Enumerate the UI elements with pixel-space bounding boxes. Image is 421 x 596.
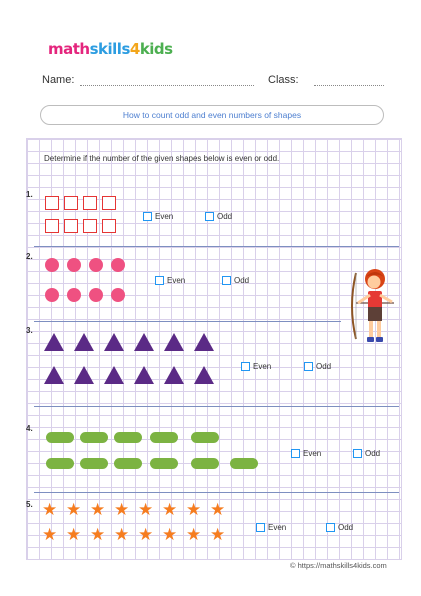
star-shape: ★: [210, 500, 226, 520]
triangle-shape: [194, 366, 214, 384]
square-shape: [83, 196, 97, 210]
question-number: 5.: [26, 500, 33, 509]
square-shape: [102, 196, 116, 210]
checkbox-icon[interactable]: [291, 449, 300, 458]
triangle-shape: [164, 366, 184, 384]
triangle-shape: [74, 333, 94, 351]
checkbox-icon[interactable]: [205, 212, 214, 221]
triangle-shape: [74, 366, 94, 384]
triangle-shape: [104, 366, 124, 384]
square-shape: [45, 219, 59, 233]
checkbox-icon[interactable]: [143, 212, 152, 221]
odd-option[interactable]: Odd: [353, 449, 380, 458]
circle-shape: [89, 258, 103, 272]
even-option[interactable]: Even: [256, 523, 286, 532]
site-logo: mathskills4kids: [48, 40, 173, 58]
rounded-rectangle-shape: [114, 458, 142, 469]
star-shape: ★: [138, 525, 154, 545]
section-divider: [34, 321, 341, 322]
name-field[interactable]: [80, 85, 254, 86]
square-shape: [64, 196, 78, 210]
square-shape: [45, 196, 59, 210]
footer-url: © https://mathskills4kids.com: [290, 561, 387, 570]
circle-shape: [67, 258, 81, 272]
triangle-shape: [194, 333, 214, 351]
archer-girl-illustration: [350, 265, 400, 347]
even-option[interactable]: Even: [241, 362, 271, 371]
rounded-rectangle-shape: [114, 432, 142, 443]
checkbox-icon[interactable]: [304, 362, 313, 371]
checkbox-icon[interactable]: [326, 523, 335, 532]
star-shape: ★: [66, 525, 82, 545]
section-divider: [34, 492, 399, 493]
question-number: 1.: [26, 190, 33, 199]
question-number: 4.: [26, 424, 33, 433]
rounded-rectangle-shape: [191, 432, 219, 443]
triangle-shape: [134, 366, 154, 384]
even-option[interactable]: Even: [143, 212, 173, 221]
rounded-rectangle-shape: [80, 432, 108, 443]
star-shape: ★: [162, 500, 178, 520]
star-shape: ★: [162, 525, 178, 545]
star-shape: ★: [90, 525, 106, 545]
rounded-rectangle-shape: [150, 458, 178, 469]
rounded-rectangle-shape: [191, 458, 219, 469]
odd-option[interactable]: Odd: [205, 212, 232, 221]
checkbox-icon[interactable]: [155, 276, 164, 285]
odd-option[interactable]: Odd: [326, 523, 353, 532]
star-shape: ★: [186, 525, 202, 545]
odd-option[interactable]: Odd: [304, 362, 331, 371]
star-shape: ★: [42, 500, 58, 520]
instructions: Determine if the number of the given shapes below is even or odd.: [44, 154, 280, 163]
star-shape: ★: [42, 525, 58, 545]
circle-shape: [111, 288, 125, 302]
star-shape: ★: [66, 500, 82, 520]
circle-shape: [111, 258, 125, 272]
section-divider: [34, 406, 399, 407]
name-label: Name:: [42, 74, 75, 86]
star-shape: ★: [210, 525, 226, 545]
worksheet-title: How to count odd and even numbers of shapes: [40, 105, 384, 125]
star-shape: ★: [138, 500, 154, 520]
triangle-shape: [44, 366, 64, 384]
circle-shape: [89, 288, 103, 302]
star-shape: ★: [186, 500, 202, 520]
square-shape: [83, 219, 97, 233]
checkbox-icon[interactable]: [222, 276, 231, 285]
section-divider: [34, 246, 399, 247]
triangle-shape: [134, 333, 154, 351]
question-number: 3.: [26, 326, 33, 335]
triangle-shape: [104, 333, 124, 351]
question-number: 2.: [26, 252, 33, 261]
even-option[interactable]: Even: [291, 449, 321, 458]
class-field[interactable]: [314, 85, 384, 86]
even-option[interactable]: Even: [155, 276, 185, 285]
circle-shape: [45, 288, 59, 302]
circle-shape: [67, 288, 81, 302]
class-label: Class:: [268, 74, 299, 86]
rounded-rectangle-shape: [46, 458, 74, 469]
checkbox-icon[interactable]: [256, 523, 265, 532]
square-shape: [64, 219, 78, 233]
rounded-rectangle-shape: [46, 432, 74, 443]
odd-option[interactable]: Odd: [222, 276, 249, 285]
rounded-rectangle-shape: [150, 432, 178, 443]
checkbox-icon[interactable]: [353, 449, 362, 458]
rounded-rectangle-shape: [80, 458, 108, 469]
star-shape: ★: [114, 525, 130, 545]
rounded-rectangle-shape: [230, 458, 258, 469]
triangle-shape: [44, 333, 64, 351]
star-shape: ★: [90, 500, 106, 520]
star-shape: ★: [114, 500, 130, 520]
square-shape: [102, 219, 116, 233]
checkbox-icon[interactable]: [241, 362, 250, 371]
circle-shape: [45, 258, 59, 272]
triangle-shape: [164, 333, 184, 351]
